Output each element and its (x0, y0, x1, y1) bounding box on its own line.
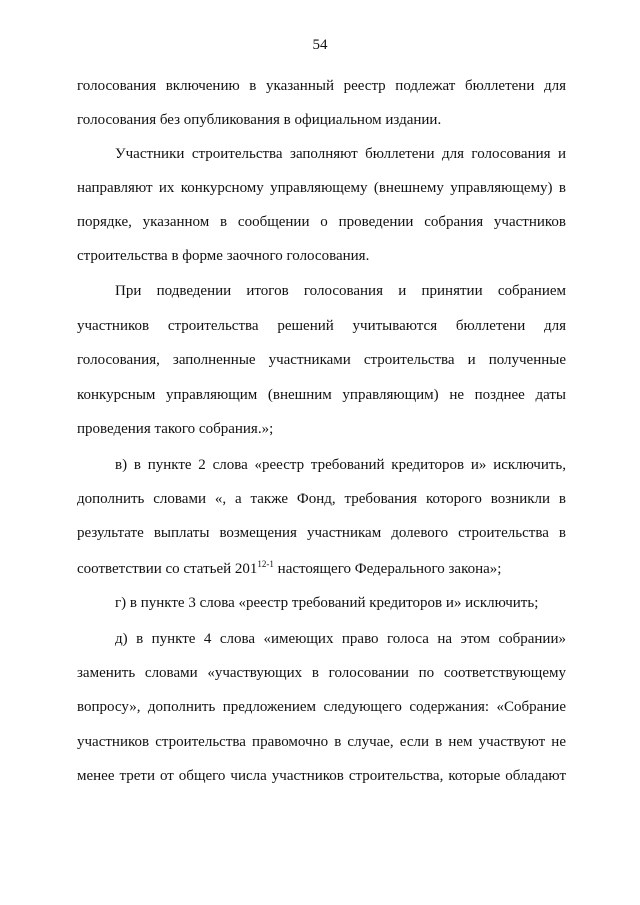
text-line: конкурсным управляющим (внешним управляющим) не позднее даты (77, 387, 566, 403)
text-line: д) в пункте 4 слова «имеющих право голоса на этом собрании» (115, 631, 566, 647)
text-line: участников строительства правомочно в случае, если в нем участвуют не (77, 734, 566, 750)
text-line: вопросу», дополнить предложением следующего содержания: «Собрание (77, 699, 566, 715)
text-line: менее трети от общего числа участников строительства, которые обладают (77, 768, 566, 784)
text-line: строительства в форме заочного голосования. (77, 248, 370, 264)
text-line: голосования, заполненные участниками строительства и полученные (77, 352, 566, 368)
text-line: порядке, указанном в сообщении о проведении собрания участников (77, 214, 566, 230)
text-fragment: соответствии со статьей 201 (77, 561, 258, 577)
text-line (77, 560, 566, 578)
text-line: проведения такого собрания.»; (77, 421, 274, 437)
text-fragment: настоящего Федерального закона»; (273, 561, 502, 577)
text-line: При подведении итогов голосования и принятии собранием (115, 283, 566, 299)
text-line: заменить словами «участвующих в голосовании по соответствующему (77, 665, 566, 681)
text-line: направляют их конкурсному управляющему (внешнему управляющему) в (77, 180, 566, 196)
text-line: Участники строительства заполняют бюллетени для голосования и (115, 146, 566, 162)
text-line: голосования без опубликования в официальном издании. (77, 112, 442, 128)
text-line: дополнить словами «, а также Фонд, требования которого возникли в (77, 491, 566, 507)
text-line: участников строительства решений учитываются бюллетени для (77, 318, 566, 334)
text-line: г) в пункте 3 слова «реестр требований кредиторов и» исключить; (115, 595, 539, 611)
page-number: 54 (312, 37, 328, 53)
article-superscript: 12-1 (257, 559, 274, 569)
text-line: результате выплаты возмещения участникам долевого строительства в (77, 525, 566, 541)
text-line: в) в пункте 2 слова «реестр требований кредиторов и» исключить, (115, 457, 566, 473)
text-line: голосования включению в указанный реестр подлежат бюллетени для (77, 78, 566, 94)
